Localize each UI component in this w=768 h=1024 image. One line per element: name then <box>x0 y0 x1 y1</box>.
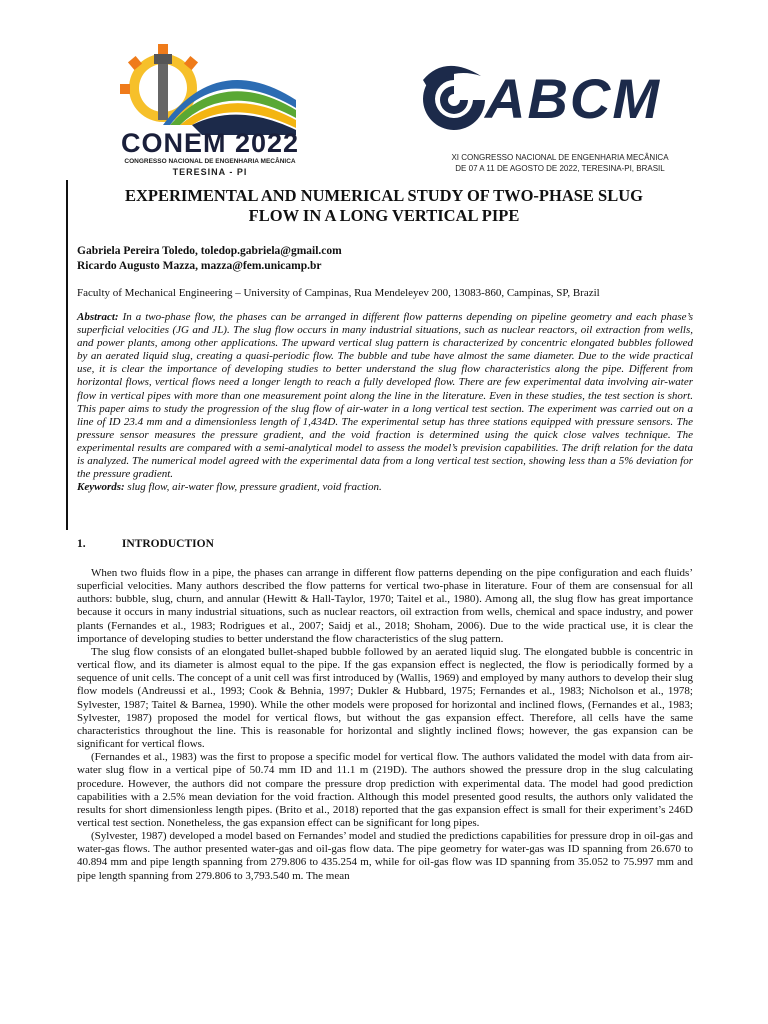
introduction-body <box>77 563 693 883</box>
section-title: INTRODUCTION <box>121 538 214 550</box>
paper-title <box>76 186 692 226</box>
paragraph: (Fernandes et al., 1983) was the first to propose a specific model for vertical flow. The authors validated the model with data from air-water slug flow in a vertical pipe of 50.74 mm ID and 11.1 m (219D). The authors showed the pressure drop in the slug calculating procedure. However, the authors did not compare the pressure drop prediction with experimental data. The model had good prediction capabilities with a 2.5% mean deviation for the void fraction. Although this model presented good results, the authors only validated the results for short dimensionless length pipes. (Brito et al., 2018) reported that the gas expansion effect is small for their experiment’s 246D vertical test section. Nonetheless, the gas expansion effect can be significant for long pipes. <box>77 751 693 829</box>
paper-title-line-2: FLOW IN A LONG VERTICAL PIPE <box>248 206 520 225</box>
abstract <box>77 311 693 494</box>
paragraph: The slug flow consists of an elongated bullet-shaped bubble followed by an aerated liquid slug. The elongated bubble is concentric in vertical flow, and its diameter is almost equal to the pipe. If the gas expansion effect is neglected, the flow is periodically formed by a sequence of unit cells. The concept of a unit cell was first introduced by (Wallis, 1969) and employed by many authors to develop their slug flow models (Andreussi et al., 1993; Cook & Behnia, 1997; Dukler & Hubbard, 1975; Fernandes et al., 1983; Nicholson et al., 1978; Sylvester, 1987; Taitel & Barnea, 1990). While the other models were proposed for horizontal and inclined flows, (Fernandes et al., 1983; Sylvester, 1987) proposed the model for vertical flows, but without the gas expansion effect. Therefore, all cells have the same characteristics throughout the line. This is reasonable for horizontal and slightly inclined flows; however, the gas expansion can be significant for vertical flows. <box>77 645 693 751</box>
congress-caption-line-1: XI CONGRESSO NACIONAL DE ENGENHARIA MECÂNICA <box>451 153 669 162</box>
author-2: Ricardo Augusto Mazza, mazza@fem.unicamp.br <box>77 260 322 272</box>
conem-logo <box>110 40 310 180</box>
keywords <box>77 481 693 494</box>
conem-emblem-icon <box>118 40 298 135</box>
conem-city: TERESINA - PI <box>172 167 248 177</box>
section-number: 1. <box>77 538 86 550</box>
congress-caption-line-2: DE 07 A 11 DE AGOSTO DE 2022, TERESINA-PI, BRASIL <box>455 164 665 173</box>
congress-caption <box>430 152 690 174</box>
affiliation: Faculty of Mechanical Engineering – University of Campinas, Rua Mendeleyev 200, 13083-860, Campinas, SP, Brazil <box>77 287 600 299</box>
conem-title: CONEM 2022 <box>120 128 300 158</box>
abstract-label: Abstract: <box>77 311 119 323</box>
left-margin-rule <box>66 180 68 530</box>
abcm-swirl-icon <box>415 60 493 138</box>
abcm-logo <box>415 60 695 140</box>
keywords-label: Keywords: <box>77 481 125 494</box>
abstract-text: In a two-phase flow, the phases can be arranged in different flow patterns depending on pipeline geometry and each phase’s superficial velocities (JG and JL). The slug flow occurs in many industrial situations, such as nuclear reactors, oil extraction from wells, and power plants, among other applications. The upward vertical slug pattern is characterized by concentric elongated bubbles followed by an aerated liquid slug, creating a quasi-periodic flow. The bubble and tube have almost the same diameter. Due to the wide practical use, it is clear the importance of developing studies to better understand the slug flow characteristics along the pipe. Different from horizontal flows, vertical flows need a longer length to reach a fully developed flow. There are few experimental data involving air-water flow in vertical pipes with more than one measurement point along the line in the literature. Even in these studies, the test section is short. This paper aims to study the progression of the slug flow of air-water in a long vertical test section. The experiment was carried out on a line of ID 23.4 mm and a dimensionless length of 1,434D. The experimental setup has three stations equipped with pressure sensors. The pressure sensor measures the pressure gradient, and the void fraction is determined using the quick close valves technique. The experimental results are compared with a semi-analytical model to assess the model’s prevision capabilities. The drift relation for the data is analyzed. The numerical model agreed with the experimental data from a long vertical test section, showing less than a 5% deviation for the pressure gradient. <box>77 311 694 481</box>
paper-title-line-1: EXPERIMENTAL AND NUMERICAL STUDY OF TWO-PHASE SLUG <box>125 186 643 205</box>
keywords-text: slug flow, air-water flow, pressure gradient, void fraction. <box>127 481 382 494</box>
paragraph: When two fluids flow in a pipe, the phases can arrange in different flow patterns depending on the pipe configuration and each fluids’ superficial velocities. Many authors described the flow patterns for vertical two-phase in literature. Four of them are consensual for all authors: bubble, slug, churn, and annular (Hewitt & Hall-Taylor, 1970; Taitel et al., 1980). Among all, the slug flow has great importance because it occurs in many industrial situations, such as nuclear reactors, oil extraction from wells, chemical and space industry, and power plants (Fernandes et al., 1983; Rodrigues et al., 2007; Saidj et al., 2018; Shoham, 2006). Due to the wide practical use, it is clear the importance of developing studies to better understand the flow characteristics of the slug pattern. <box>77 567 693 645</box>
author-list <box>77 244 697 274</box>
abcm-wordmark: ABCM <box>485 67 661 130</box>
section-heading <box>77 538 214 550</box>
paragraph: (Sylvester, 1987) developed a model based on Fernandes’ model and studied the predictions capabilities for pressure drop in oil-gas and water-gas flows. The author presented water-gas and oil-gas flow data. The pipe geometry for water-gas was ID spanning from 26.670 to 40.894 mm and pipe length spanning from 279.806 to 435.254 m, while for oil-gas flow was ID spanning from 35.052 to 75.997 mm and pipe length spanning from 279.806 to 3,793.540 m. The mean <box>77 830 693 882</box>
author-1: Gabriela Pereira Toledo, toledop.gabriela@gmail.com <box>77 245 342 257</box>
conem-subtitle: CONGRESSO NACIONAL DE ENGENHARIA MECÂNICA <box>124 158 296 165</box>
